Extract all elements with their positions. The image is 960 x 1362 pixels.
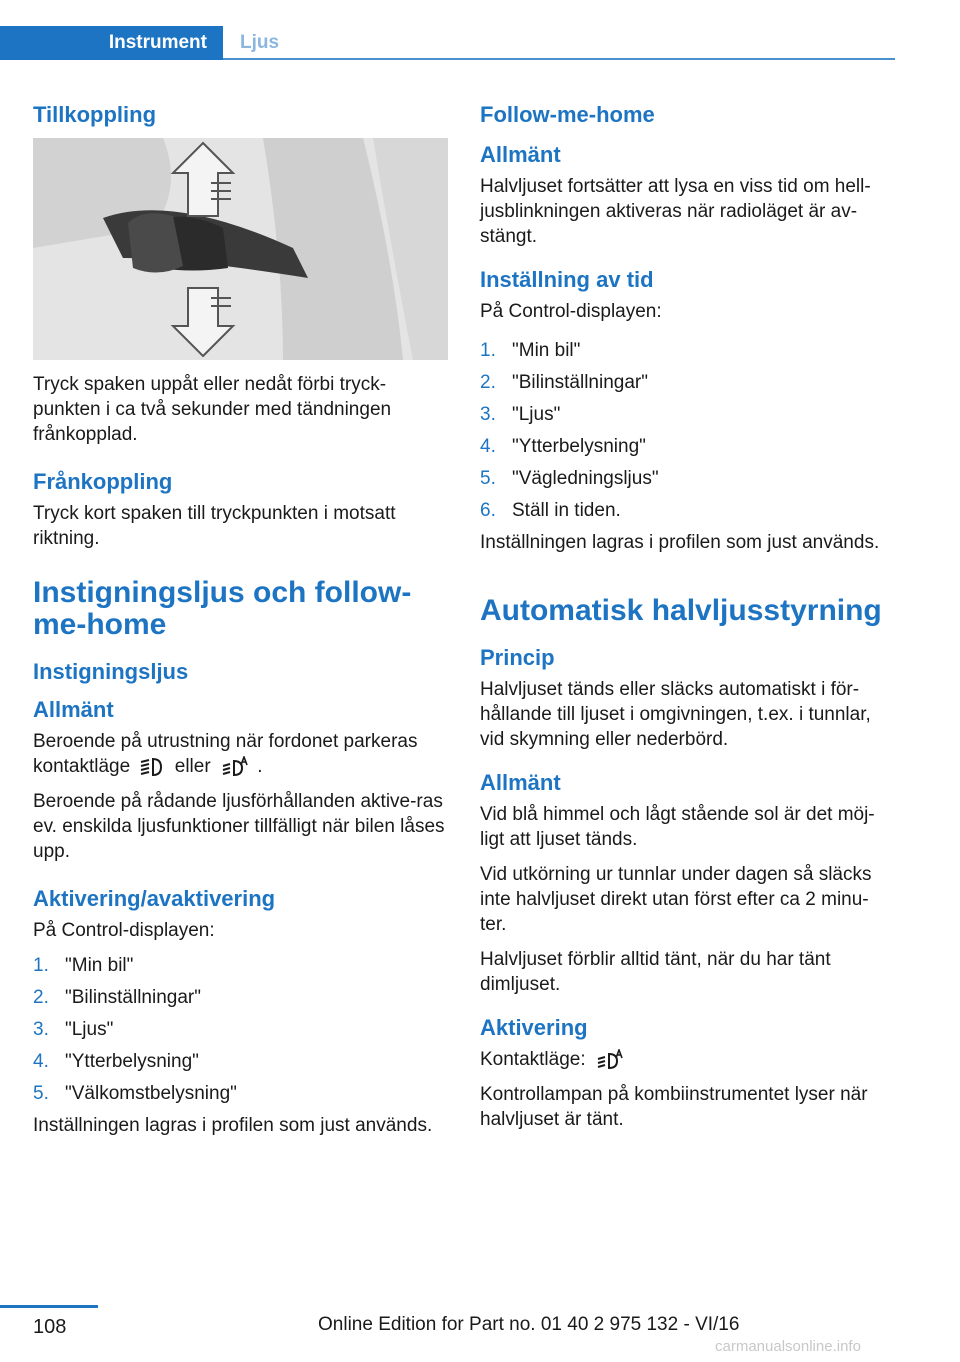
heading-automatisk-halvljusstyrning: Automatisk halvljusstyrning [480, 594, 882, 627]
list-item [33, 1017, 448, 1042]
left-steps-list [33, 953, 448, 1106]
heading-installning-av-tid: Inställning av tid [480, 267, 654, 292]
list-item [480, 466, 895, 491]
list-item-number: 3. [480, 404, 496, 425]
list-item-text: "Bilinställningar" [65, 987, 201, 1008]
text-settings-stored: Inställningen lagras i profilen som just används. [480, 532, 880, 553]
list-item-number: 5. [480, 468, 496, 489]
text-allmant2-a: Vid blå himmel och lågt stående sol är det möj-ligt att ljuset tänds. [480, 804, 875, 850]
text-kontaktlage [480, 1047, 895, 1072]
list-item-text: "Ytterbelysning" [65, 1051, 199, 1072]
list-item-number: 4. [480, 436, 496, 457]
list-item-text: Ställ in tiden. [512, 500, 621, 521]
page-header [0, 0, 895, 64]
auto-headlight-icon [595, 1049, 623, 1071]
list-item-text: "Min bil" [512, 340, 581, 361]
heading-allmant: Allmänt [480, 770, 561, 795]
tab-instrument-label: Instrument [108, 32, 207, 53]
heading-frankoppling: Frånkoppling [33, 469, 173, 494]
tab-instrument[interactable] [0, 26, 223, 60]
text-allmant-a-eller: eller [174, 756, 211, 777]
list-item [33, 953, 448, 978]
heading-tillkoppling: Tillkoppling [33, 102, 157, 127]
heading-instigningsljus-follow-me-home: Instigningsljus och follow-me-home [33, 576, 412, 641]
text-settings-stored: Inställningen lagras i profilen som just används. [33, 1115, 433, 1136]
right-steps-list [480, 338, 895, 523]
list-item-number: 5. [33, 1083, 49, 1104]
list-item-text: "Min bil" [65, 955, 134, 976]
heading-aktivering-avaktivering: Aktivering/avaktivering [33, 886, 276, 911]
list-item [480, 370, 895, 395]
list-item-text: "Ytterbelysning" [512, 436, 646, 457]
edition-text: Online Edition for Part no. 01 40 2 975 132 - VI/16 [318, 1314, 740, 1335]
list-item [480, 434, 895, 459]
list-item-number: 1. [33, 955, 49, 976]
list-item [33, 1081, 448, 1106]
list-item-text: "Välkomstbelysning" [65, 1083, 237, 1104]
text-princip: Halvljuset tänds eller släcks automatiskt i för-hållande till ljuset i omgivningen, t.ex. i tunnlar, vid skymning eller nederbörd. [480, 679, 871, 750]
list-item-number: 2. [480, 372, 496, 393]
heading-follow-me-home: Follow-me-home [480, 102, 655, 127]
list-item-text: "Ljus" [512, 404, 561, 425]
text-allmant2-b: Vid utkörning ur tunnlar under dagen så släcks inte halvljuset direkt utan först efter ca 2 minu-ter. [480, 864, 872, 935]
header-rule [223, 58, 895, 60]
text-kontrollampa: Kontrollampan på kombiinstrumentet lyser när halvljuset är tänt. [480, 1084, 868, 1130]
text-allmant-b: Beroende på rådande ljusförhållanden aktive-ras ev. enskilda ljusfunktioner tillfälligt när bilen låses upp. [33, 791, 445, 862]
list-item-number: 6. [480, 500, 496, 521]
heading-allmant: Allmänt [480, 142, 561, 167]
text-frankoppling: Tryck kort spaken till tryckpunkten i motsatt riktning. [33, 503, 396, 549]
watermark: carmanualsonline.info [715, 1338, 861, 1355]
list-item-text: "Ljus" [65, 1019, 114, 1040]
heading-princip: Princip [480, 645, 555, 670]
list-item-number: 2. [33, 987, 49, 1008]
heading-allmant: Allmänt [33, 697, 114, 722]
list-item [480, 338, 895, 363]
list-item-number: 3. [33, 1019, 49, 1040]
tab-ljus[interactable] [240, 26, 279, 60]
list-item-text: "Vägledningsljus" [512, 468, 659, 489]
list-item [480, 402, 895, 427]
heading-aktivering: Aktivering [480, 1015, 588, 1040]
footer-rule [0, 1305, 98, 1308]
stalk-illustration [33, 138, 448, 360]
list-item-number: 4. [33, 1051, 49, 1072]
heading-instigningsljus: Instigningsljus [33, 659, 189, 684]
page-number: 108 [33, 1316, 67, 1338]
text-control-display: På Control-displayen: [33, 920, 215, 941]
list-item-number: 1. [480, 340, 496, 361]
text-follow-allmant: Halvljuset fortsätter att lysa en viss tid om hell-jusblinkningen aktiveras när radioläget är av-stängt. [480, 176, 871, 247]
left-column [33, 100, 448, 1148]
text-tillkoppling: Tryck spaken uppåt eller nedåt förbi tryck-punkten i ca två sekunder med tändningen frånkopplad. [33, 374, 392, 445]
text-allmant-a-part1: Beroende på utrustning när fordonet parkeras kontaktläge [33, 731, 418, 777]
right-column [480, 100, 895, 1142]
list-item [480, 498, 895, 523]
auto-headlight-icon [220, 756, 248, 778]
text-kontaktlage-label: Kontaktläge: [480, 1049, 586, 1070]
list-item [33, 1049, 448, 1074]
list-item-text: "Bilinställningar" [512, 372, 648, 393]
tab-ljus-label: Ljus [240, 32, 280, 53]
text-allmant2-c: Halvljuset förblir alltid tänt, när du har tänt dimljuset. [480, 949, 831, 995]
list-item [33, 985, 448, 1010]
ignition-on-icon [139, 756, 165, 778]
text-allmant-a [33, 729, 448, 779]
text-allmant-a-end: . [257, 756, 263, 777]
text-control-display: På Control-displayen: [480, 301, 662, 322]
